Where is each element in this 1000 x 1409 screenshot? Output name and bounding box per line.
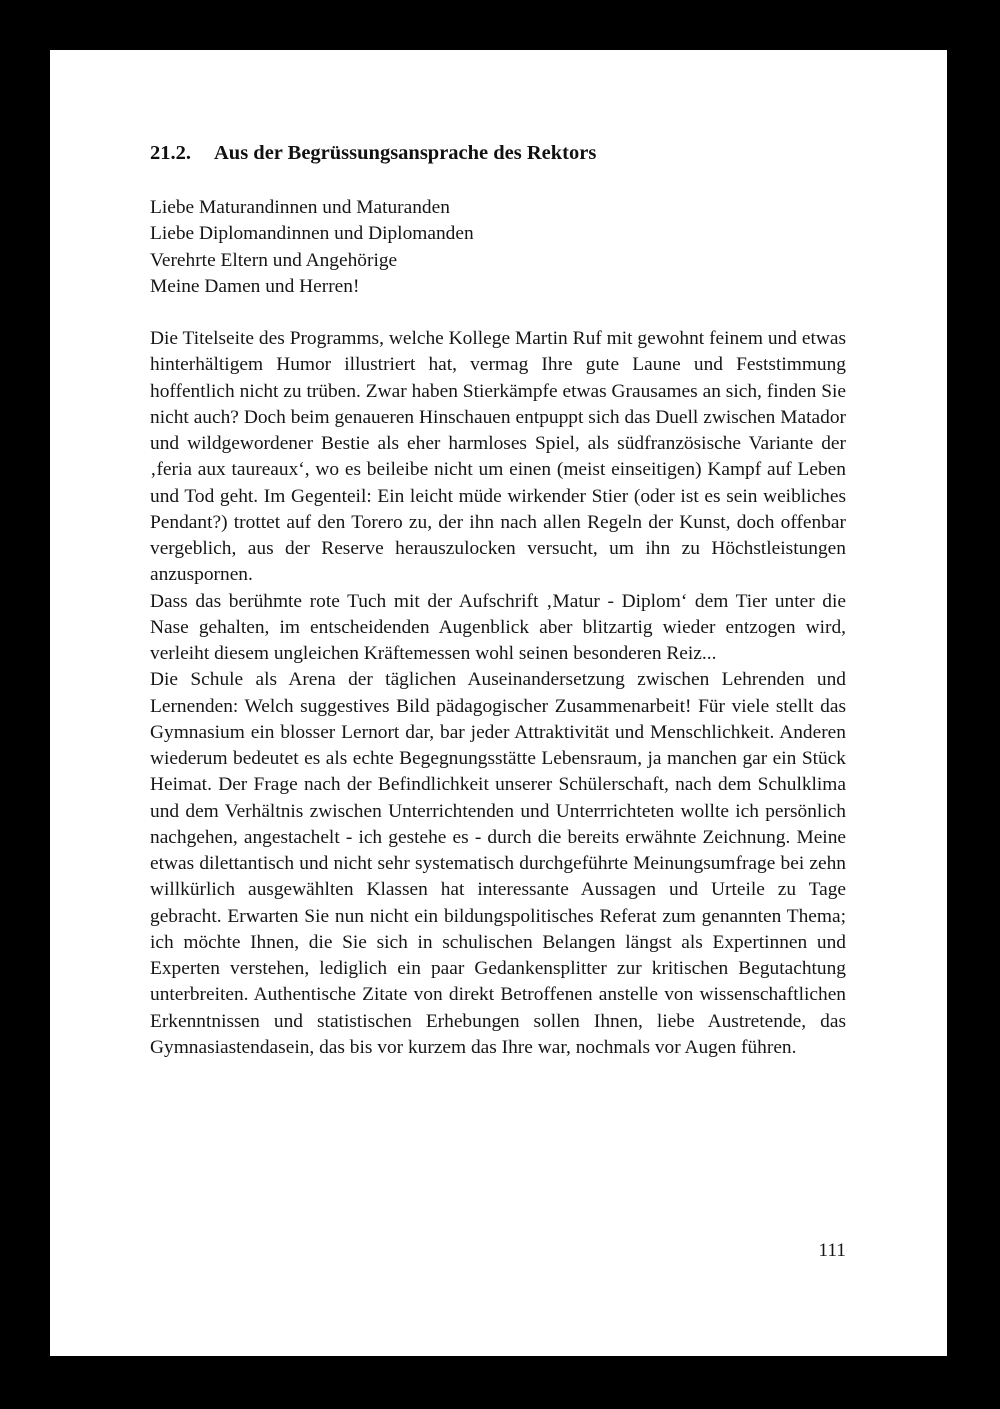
salutation-line: Liebe Maturandinnen und Maturanden <box>150 197 450 218</box>
salutation-line: Verehrte Eltern und Angehörige <box>150 249 398 271</box>
page-number: 111 <box>818 1240 846 1261</box>
salutation-line: Meine Damen und Herren! <box>150 275 360 297</box>
section-heading <box>150 142 596 165</box>
body-paragraph: Dass das berühmte rote Tuch mit der Aufschrift ‚Matur - Diplom‘ dem Tier unter die Nase gehalten, im entscheidenden Augenblick aber blitzartig wieder entzogen wird, verleiht diesem ungleichen Kräftemessen wohl seinen besonderen Reiz... <box>150 590 846 664</box>
document-page <box>50 50 947 1356</box>
body-paragraph: Die Schule als Arena der täglichen Auseinandersetzung zwischen Lehrenden und Lernenden: Welch suggestives Bild pädagogischer Zusammenarbeit! Für viele stellt das Gymnasium ein blosser Lernort dar, bar jeder Attraktivität und Menschlichkeit. Anderen wiederum bedeutet es als echte Begegnungsstätte Lebensraum, ja manchen gar ein Stück Heimat. Der Frage nach der Befindlichkeit unserer Schülerschaft, nach dem Schulklima und dem Verhältnis zwischen Unterrichtenden und Unterrrichteten wollte ich persönlich nachgehen, angestachelt - ich gestehe es - durch die bereits erwähnte Zeichnung. Meine etwas dilettantisch und nicht sehr systematisch durchgeführte Meinungsumfrage bei zehn willkürlich ausgewählten Klassen hat interessante Aussagen und Urteile zu Tage gebracht. Erwarten Sie nun nicht ein bildungspolitisches Referat zum genannten Thema; ich möchte Ihnen, die Sie sich in schulischen Belangen längst als Expertinnen und Experten verstehen, lediglich ein paar Gedankensplitter zur kritischen Begutachtung unterbreiten. Authentische Zitate von direkt Betroffenen anstelle von wissenschaftlichen Erkenntnissen und statistischen Erhebungen sollen Ihnen, liebe Austretende, das Gymnasiastendasein, das bis vor kurzem das Ihre war, nochmals vor Augen führen. <box>150 669 846 1058</box>
section-number: 21.2. <box>150 142 191 164</box>
speech-body <box>150 326 846 1061</box>
salutation-block <box>150 195 846 300</box>
salutation-line: Liebe Diplomandinnen und Diplomanden <box>150 223 474 245</box>
section-title: Aus der Begrüssungsansprache des Rektors <box>214 142 597 164</box>
body-paragraph: Die Titelseite des Programms, welche Kollege Martin Ruf mit gewohnt feinem und etwas hinterhältigem Humor illustriert hat, vermag Ihre gute Laune und Feststimmung hoffentlich nicht zu trüben. Zwar haben Stierkämpfe etwas Grausames an sich, finden Sie nicht auch? Doch beim genaueren Hinschauen entpuppt sich das Duell zwischen Matador und wildgewordener Bestie als eher harmloses Spiel, als südfranzösische Variante der ‚feria aux taureaux‘, wo es beileibe nicht um einen (meist einseitigen) Kampf auf Leben und Tod geht. Im Gegenteil: Ein leicht müde wirkender Stier (oder ist es sein weibliches Pendant?) trottet auf den Torero zu, der ihn nach allen Regeln der Kunst, doch offenbar vergeblich, aus der Reserve herauszulocken versucht, um ihn zu Höchstleistungen anzuspornen. <box>150 328 846 586</box>
